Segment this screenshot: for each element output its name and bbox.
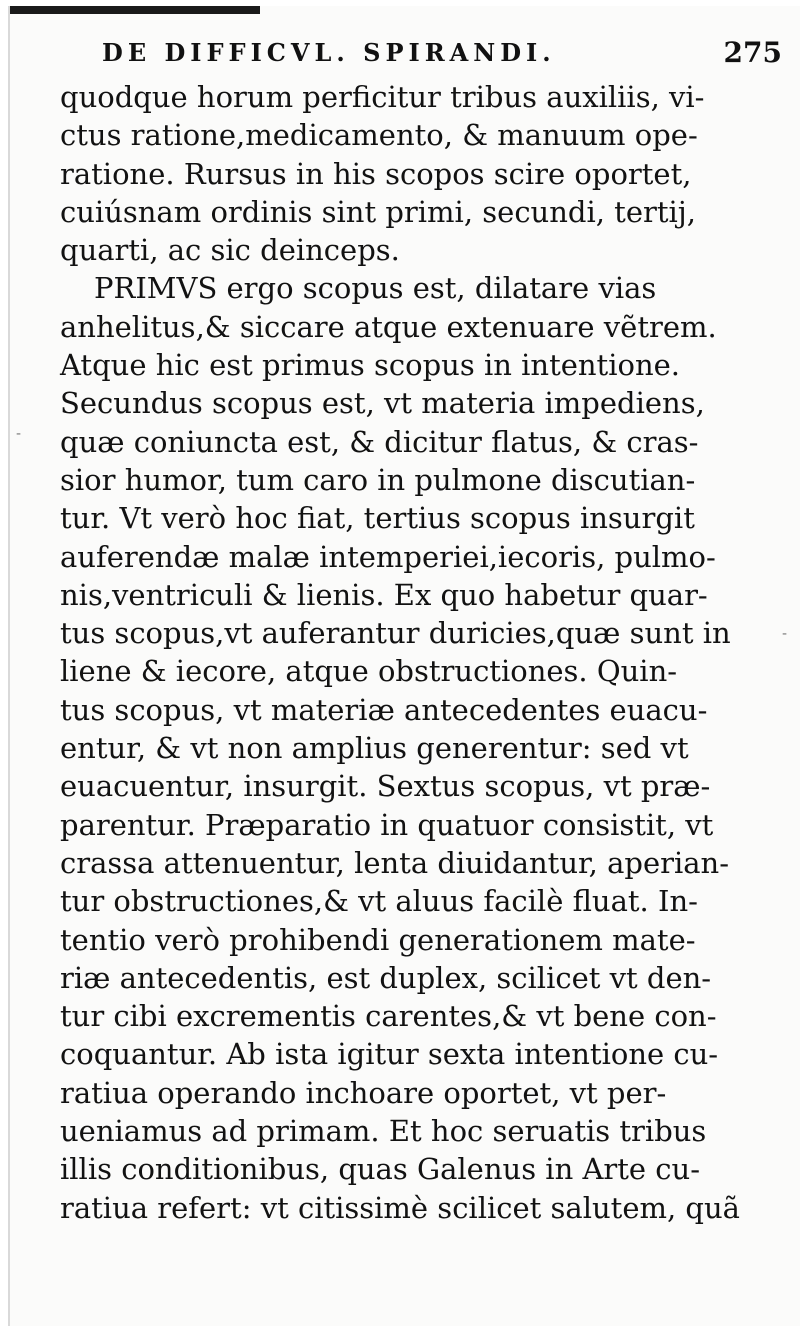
page-header xyxy=(102,28,782,68)
text-line-2: ctus ratione,medicamento, & manuum ope- xyxy=(60,118,698,153)
text-line-5: quarti, ac sic deinceps. xyxy=(60,233,400,268)
text-line-29: illis conditionibus, quas Galenus in Arte cu- xyxy=(60,1152,701,1187)
text-line-28: ueniamus ad primam. Et hoc seruatis tribus xyxy=(60,1114,707,1149)
text-line-12: tur. Vt verò hoc fiat, tertius scopus insurgit xyxy=(60,501,695,536)
text-line-4: cuiúsnam ordinis sint primi, secundi, tertij, xyxy=(60,194,697,229)
text-line-18: entur, & vt non amplius generentur: sed vt xyxy=(60,731,689,766)
running-head: DE DIFFICVL. SPIRANDI. xyxy=(102,38,556,67)
page-edge-shadow xyxy=(10,6,260,14)
text-line-23: tentio verò prohibendi generationem mate- xyxy=(60,922,696,957)
book-page xyxy=(8,6,800,1326)
text-line-9: Secundus scopus est, vt materia impediens, xyxy=(60,386,705,421)
text-line-8: Atque hic est primus scopus in intentione. xyxy=(60,348,681,383)
text-line-27: ratiua operando inchoare oportet, vt per- xyxy=(60,1075,667,1110)
text-line-15: tus scopus,vt auferantur duricies,quæ sunt in xyxy=(60,616,731,651)
text-line-13: auferendæ malæ intemperiei,iecoris, pulmo- xyxy=(60,539,716,574)
body-text xyxy=(60,78,740,1227)
text-line-21: crassa attenuentur, lenta diuidantur, aperian- xyxy=(60,845,730,880)
text-line-11: sior humor, tum caro in pulmone discutian- xyxy=(60,462,696,497)
page-number: 275 xyxy=(723,36,782,69)
text-line-10: quæ coniuncta est, & dicitur flatus, & cras- xyxy=(60,424,699,459)
text-line-17: tus scopus, vt materiæ antecedentes euacu- xyxy=(60,692,708,727)
paragraph-start-line: PRIMVS ergo scopus est, dilatare vias xyxy=(94,271,657,306)
text-line-16: liene & iecore, atque obstructiones. Quin- xyxy=(60,654,678,689)
text-line-14: nis,ventriculi & lienis. Ex quo habetur quar- xyxy=(60,577,708,612)
text-line-3: ratione. Rursus in his scopos scire oportet, xyxy=(60,156,692,191)
margin-tick-right: - xyxy=(782,626,788,642)
text-line-1: quodque horum perficitur tribus auxiliis, vi- xyxy=(60,80,705,114)
text-line-22: tur obstructiones,& vt aluus facilè fluat. In- xyxy=(60,884,698,919)
text-line-25: tur cibi excrementis carentes,& vt bene con- xyxy=(60,999,717,1034)
text-line-7: anhelitus,& siccare atque extenuare vẽtrem. xyxy=(60,309,717,344)
text-line-20: parentur. Præparatio in quatuor consistit, vt xyxy=(60,807,714,842)
margin-tick-left: - xyxy=(16,426,22,442)
text-line-26: coquantur. Ab ista igitur sexta intentione cu- xyxy=(60,1037,719,1072)
text-line-19: euacuentur, insurgit. Sextus scopus, vt præ- xyxy=(60,769,711,804)
text-line-24: riæ antecedentis, est duplex, scilicet vt den- xyxy=(60,960,712,995)
text-line-30: ratiua refert: vt citissimè scilicet salutem, quã xyxy=(60,1190,740,1225)
